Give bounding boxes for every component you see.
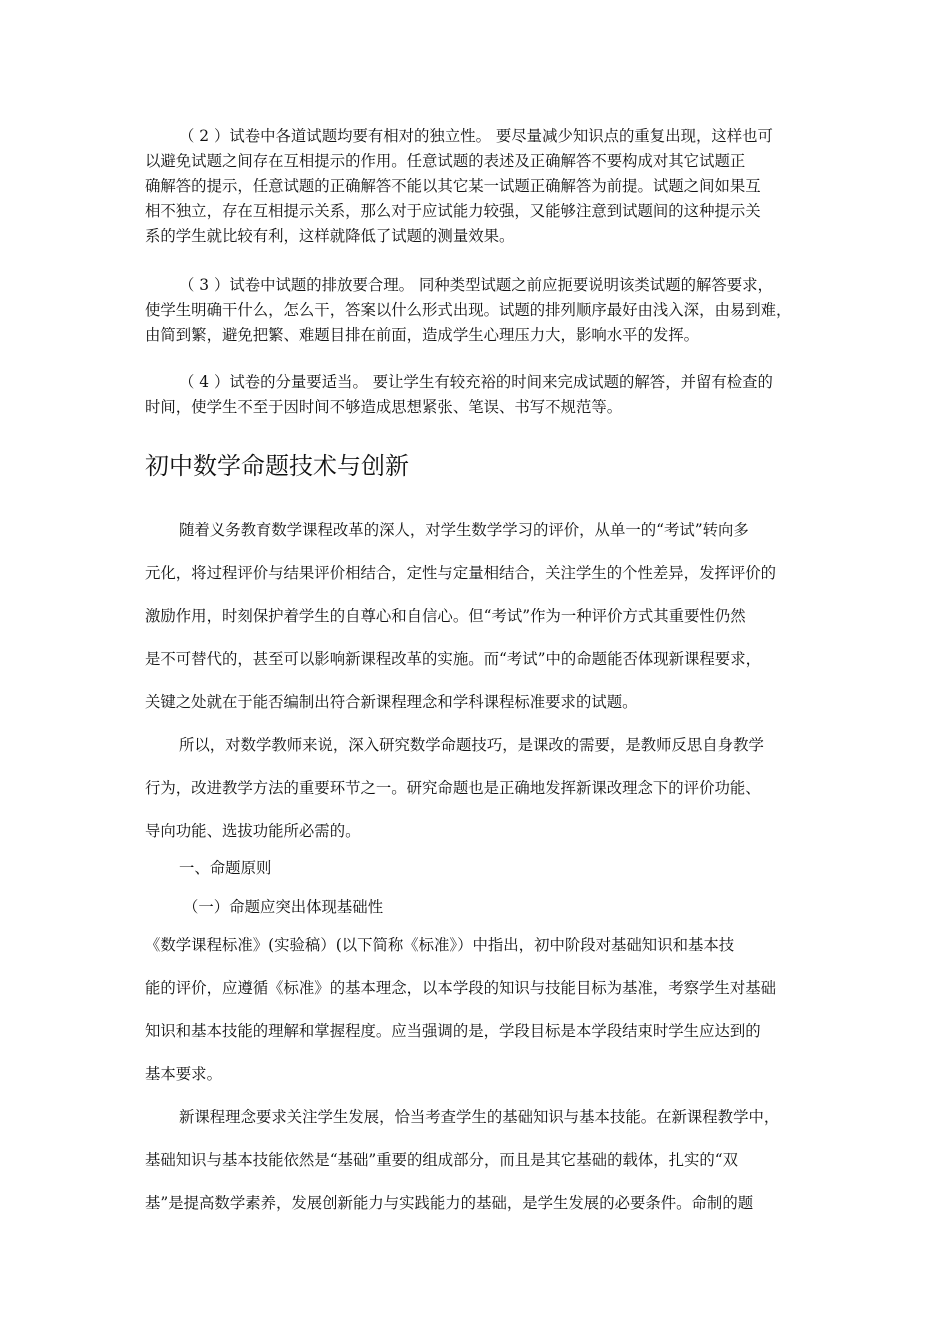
text-line: 导向功能、选拔功能所必需的。 (145, 822, 361, 840)
text-line: 确解答的提示，任意试题的正确解答不能以其它某一试题正确解答为前提。试题之间如果互 (145, 177, 761, 195)
body-paragraph-1 (145, 509, 810, 724)
text-line: 基础知识与基本技能依然是“基础”重要的组成部分，而且是其它基础的载体，扎实的“双 (145, 1151, 739, 1169)
text-line: 元化，将过程评价与结果评价相结合，定性与定量相结合，关注学生的个性差异，发挥评价的 (145, 564, 777, 582)
paragraph-2 (145, 124, 810, 249)
paragraph-3 (145, 273, 810, 348)
text-line: 是不可替代的，甚至可以影响新课程改革的实施。而“考试”中的命题能否体现新课程要求， (145, 650, 761, 668)
text-line: （ 4 ）试卷的分量要适当。 要让学生有较充裕的时间来完成试题的解答，并留有检查的 (179, 373, 773, 391)
text-line: 随着义务教育数学课程改革的深人，对学生数学学习的评价，从单一的“考试”转向多 (179, 521, 749, 539)
text-line: 系的学生就比较有利，这样就降低了试题的测量效果。 (145, 227, 515, 245)
section-title-1: 一、命题原则 (179, 859, 272, 877)
body-paragraph-4 (145, 1096, 810, 1225)
paragraph-4 (145, 370, 810, 420)
text-line: 能的评价，应遵循《标准》的基本理念，以本学段的知识与技能目标为基准，考察学生对基础 (145, 979, 777, 997)
text-line: 时间，使学生不至于因时间不够造成思想紧张、笔误、书写不规范等。 (145, 398, 623, 416)
text-line: 基”是提高数学素养，发展创新能力与实践能力的基础，是学生发展的必要条件。命制的题 (145, 1194, 754, 1212)
text-line: 相不独立，存在互相提示关系，那么对于应试能力较强，又能够注意到试题间的这种提示关 (145, 202, 761, 220)
text-line: （ 3 ）试卷中试题的排放要合理。 同种类型试题之前应扼要说明该类试题的解答要求， (179, 276, 773, 294)
text-line: 《数学课程标准》(实验稿）(以下简称《标准》）中指出，初中阶段对基础知识和基本技 (145, 936, 735, 954)
text-line: 知识和基本技能的理解和掌握程度。应当强调的是，学段目标是本学段结束时学生应达到的 (145, 1022, 761, 1040)
text-line: 行为，改进教学方法的重要环节之一。研究命题也是正确地发挥新课改理念下的评价功能、 (145, 779, 761, 797)
text-line: 激励作用，时刻保护着学生的自尊心和自信心。但“考试”作为一种评价方式其重要性仍然 (145, 607, 746, 625)
body-paragraph-2 (145, 724, 810, 853)
text-line: 使学生明确干什么，怎么干，答案以什么形式出现。试题的排列顺序最好由浅入深，由易到难， (145, 301, 792, 319)
text-line: 关键之处就在于能否编制出符合新课程理念和学科课程标准要求的试题。 (145, 693, 638, 711)
text-line: 以避免试题之间存在互相提示的作用。任意试题的表述及正确解答不要构成对其它试题正 (145, 152, 746, 170)
text-line: 所以，对数学教师来说，深入研究数学命题技巧，是课改的需要，是教师反思自身教学 (179, 736, 764, 754)
subsection-title-1: （一）命题应突出体现基础性 (183, 898, 384, 916)
section-heading: 初中数学命题技术与创新 (145, 452, 409, 480)
body-paragraph-3 (145, 924, 810, 1096)
text-line: （ 2 ）试卷中各道试题均要有相对的独立性。 要尽量减少知识点的重复出现，这样也可 (179, 127, 773, 145)
text-line: 基本要求。 (145, 1065, 222, 1083)
text-line: 由简到繁，避免把繁、难题目排在前面，造成学生心理压力大，影响水平的发挥。 (145, 326, 700, 344)
text-line: 新课程理念要求关注学生发展，恰当考查学生的基础知识与基本技能。在新课程教学中， (179, 1108, 780, 1126)
